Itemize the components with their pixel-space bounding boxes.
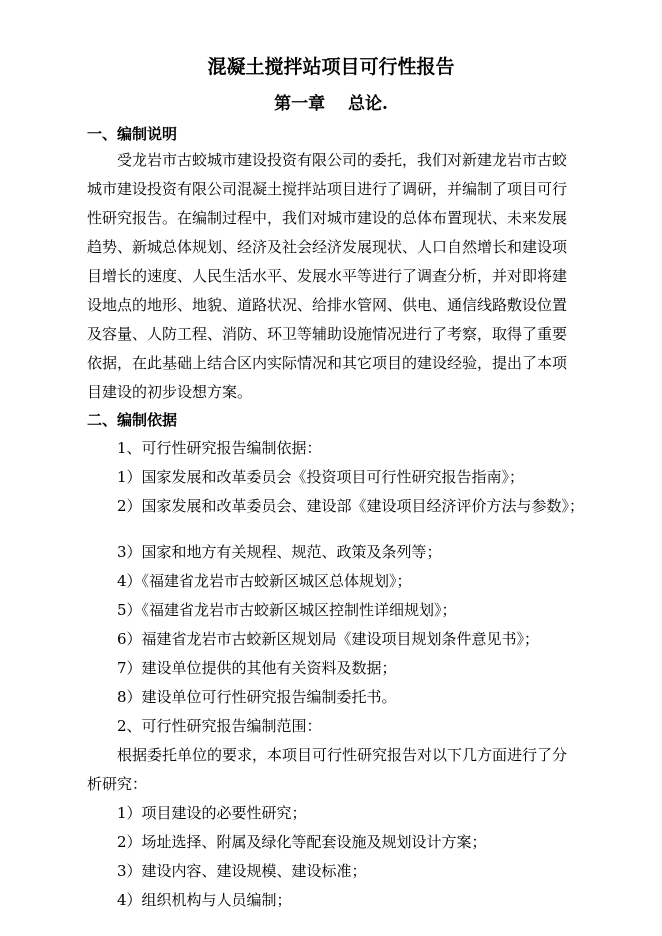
paragraph-line: 城市建设投资有限公司混凝土搅拌站项目进行了调研，并编制了项目可行 [87,180,568,198]
section-heading-basis: 二、编制依据 [87,411,178,429]
basis-subheading: 1、可行性研究报告编制依据： [117,439,322,457]
scope-paragraph-line: 析研究： [87,775,148,793]
section-heading-preparation: 一、编制说明 [87,125,178,143]
basis-list-item: 7）建设单位提供的其他有关资料及数据； [117,659,397,677]
paragraph-line: 目增长的速度、人民生活水平、发展水平等进行了调查分析，并对即将建 [87,267,568,285]
paragraph-line: 性研究报告。在编制过程中，我们对城市建设的总体布置现状、未来发展 [87,209,568,227]
basis-list-item: 8）建设单位可行性研究报告编制委托书。 [117,688,397,706]
paragraph-line: 设地点的地形、地貌、道路状况、给排水管网、供电、通信线路敷设位置 [87,296,568,314]
document-title: 混凝土搅拌站项目可行性报告 [207,56,455,78]
scope-list-item: 3）建设内容、建设规模、建设标准； [117,862,367,880]
paragraph-line: 及容量、人防工程、消防、环卫等辅助设施情况进行了考察，取得了重要 [87,325,568,343]
basis-list-item: 4）《福建省龙岩市古蛟新区城区总体规划》； [117,572,412,590]
paragraph-line: 目建设的初步设想方案。 [87,383,253,401]
scope-list-item: 2）场址选择、附属及绿化等配套设施及规划设计方案； [117,833,487,851]
scope-list-item: 1）项目建设的必要性研究； [117,804,307,822]
basis-list-item: 5）《福建省龙岩市古蛟新区城区控制性详细规划》； [117,601,457,619]
paragraph-line: 受龙岩市古蛟城市建设投资有限公司的委托，我们对新建龙岩市古蛟 [117,151,568,169]
scope-paragraph-line: 根据委托单位的要求，本项目可行性研究报告对以下几方面进行了分 [117,746,568,764]
scope-list-item: 4）组织机构与人员编制； [117,891,292,909]
chapter-title: 第一章 总论. [274,94,388,114]
basis-list-item: 3）国家和地方有关规程、规范、政策及条列等； [117,543,442,561]
basis-list-item: 1）国家发展和改革委员会《投资项目可行性研究报告指南》； [117,468,525,486]
basis-list-item: 6）福建省龙岩市古蛟新区规划局《建设项目规划条件意见书》； [117,630,540,648]
basis-list-item: 2）国家发展和改革委员会、建设部《建设项目经济评价方法与参数》； [117,497,585,515]
paragraph-line: 依据，在此基础上结合区内实际情况和其它项目的建设经验，提出了本项 [87,354,568,372]
paragraph-line: 趋势、新城总体规划、经济及社会经济发展现状、人口自然增长和建设项 [87,238,568,256]
scope-subheading: 2、可行性研究报告编制范围： [117,717,322,735]
